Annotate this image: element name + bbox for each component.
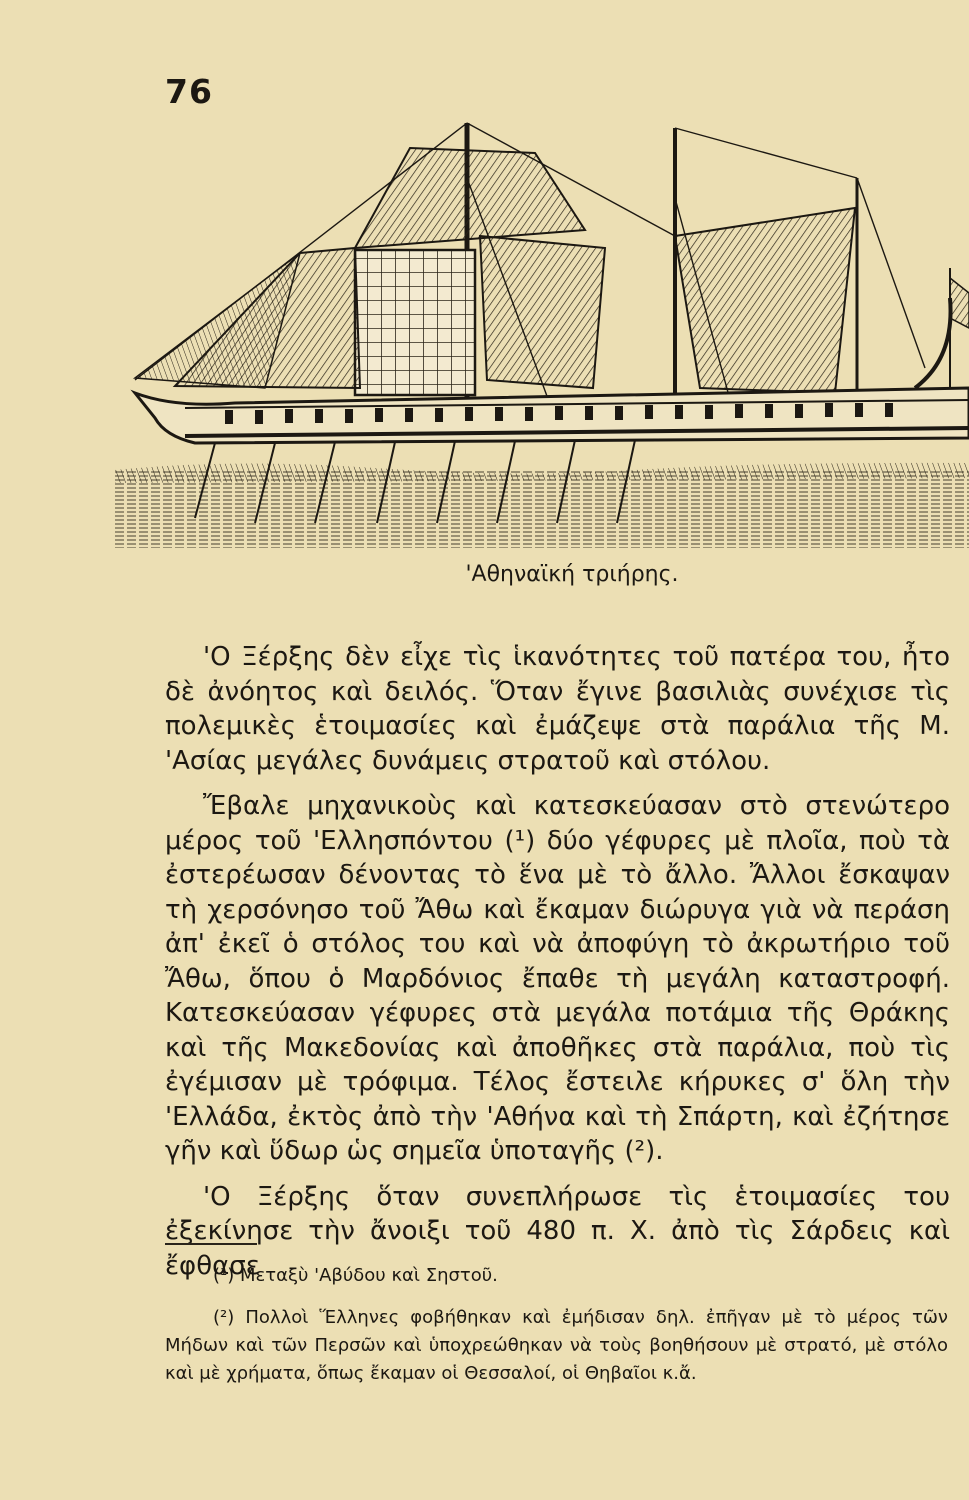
figure-caption: 'Αθηναϊκή τριήρης. (465, 562, 679, 587)
footnote: (¹) Μεταξὺ 'Αβύδου καὶ Σηστοῦ. (213, 1265, 498, 1286)
trireme-illustration (115, 118, 969, 550)
footnote-divider (165, 1243, 257, 1245)
footnote: (²) Πολλοὶ Ἕλληνες φοβήθηκαν καὶ ἐμήδισαν δηλ. ἐπῆγαν μὲ τὸ μέρος τῶν Μήδων καὶ τῶν Περσῶν καὶ ὑποχρεώθηκαν νὰ τοὺς βοηθήσουν μὲ στρατό, μὲ στόλο καὶ μὲ χρήματα, ὅπως ἔκαμαν οἱ Θεσσαλοί, οἱ Θηβαῖοι κ.ἄ. (165, 1307, 948, 1384)
paragraph: 'Ο Ξέρξης ὅταν συνεπλήρωσε τὶς ἑτοιμασίες του ἐξεκίνησε τὴν ἄνοιξι τοῦ 480 π. Χ. ἀπὸ τὶς Σάρδεις καὶ ἔφθασε (165, 1181, 950, 1281)
paragraph: Ἔβαλε μηχανικοὺς καὶ κατεσκεύασαν στὸ στενώτερο μέρος τοῦ 'Ελλησπόντου (¹) δύο γέφυρες μὲ πλοῖα, ποὺ τὰ ἐστερέωσαν δένοντας τὸ ἕνα μὲ τὸ ἄλλο. Ἄλλοι ἔσκαψαν τὴ χερσόνησο τοῦ Ἄθω καὶ ἔκαμαν διώρυγα γιὰ νὰ περάση ἀπ' ἐκεῖ ὁ στόλος του καὶ νὰ ἀποφύγη τὸ ἀκρωτήριο τοῦ Ἄθω, ὅπου ὁ Μαρδόνιος ἔπαθε τὴ μεγάλη καταστροφή. Κατεσκεύασαν γέφυρες στὰ μεγάλα ποτάμια τῆς Θράκης καὶ τῆς Μακεδονίας καὶ ἀποθῆκες στὰ παράλια, ποὺ τὶς ἐγέμισαν μὲ τρόφιμα. Τέλος ἔστειλε κήρυκες σ' ὅλη τὴν 'Ελλάδα, ἐκτὸς ἀπὸ τὴν 'Αθήνα καὶ τὴ Σπάρτη, καὶ ἐζήτησε γῆν καὶ ὕδωρ ὡς σημεῖα ὑποταγῆς (²). (165, 791, 950, 1166)
footnotes (165, 1262, 948, 1402)
page-number: 76 (165, 72, 213, 111)
paragraph: 'Ο Ξέρξης δὲν εἶχε τὶς ἱκανότητες τοῦ πατέρα του, ἦτο δὲ ἀνόητος καὶ δειλός. Ὅταν ἔγινε βασιλιὰς συνέχισε τὶς πολεμικὲς ἑτοιμασίες καὶ ἐμάζεψε στὰ παράλια τῆς Μ. 'Ασίας μεγάλες δυνάμεις στρατοῦ καὶ στόλου. (165, 642, 950, 776)
body-text (165, 640, 950, 1294)
